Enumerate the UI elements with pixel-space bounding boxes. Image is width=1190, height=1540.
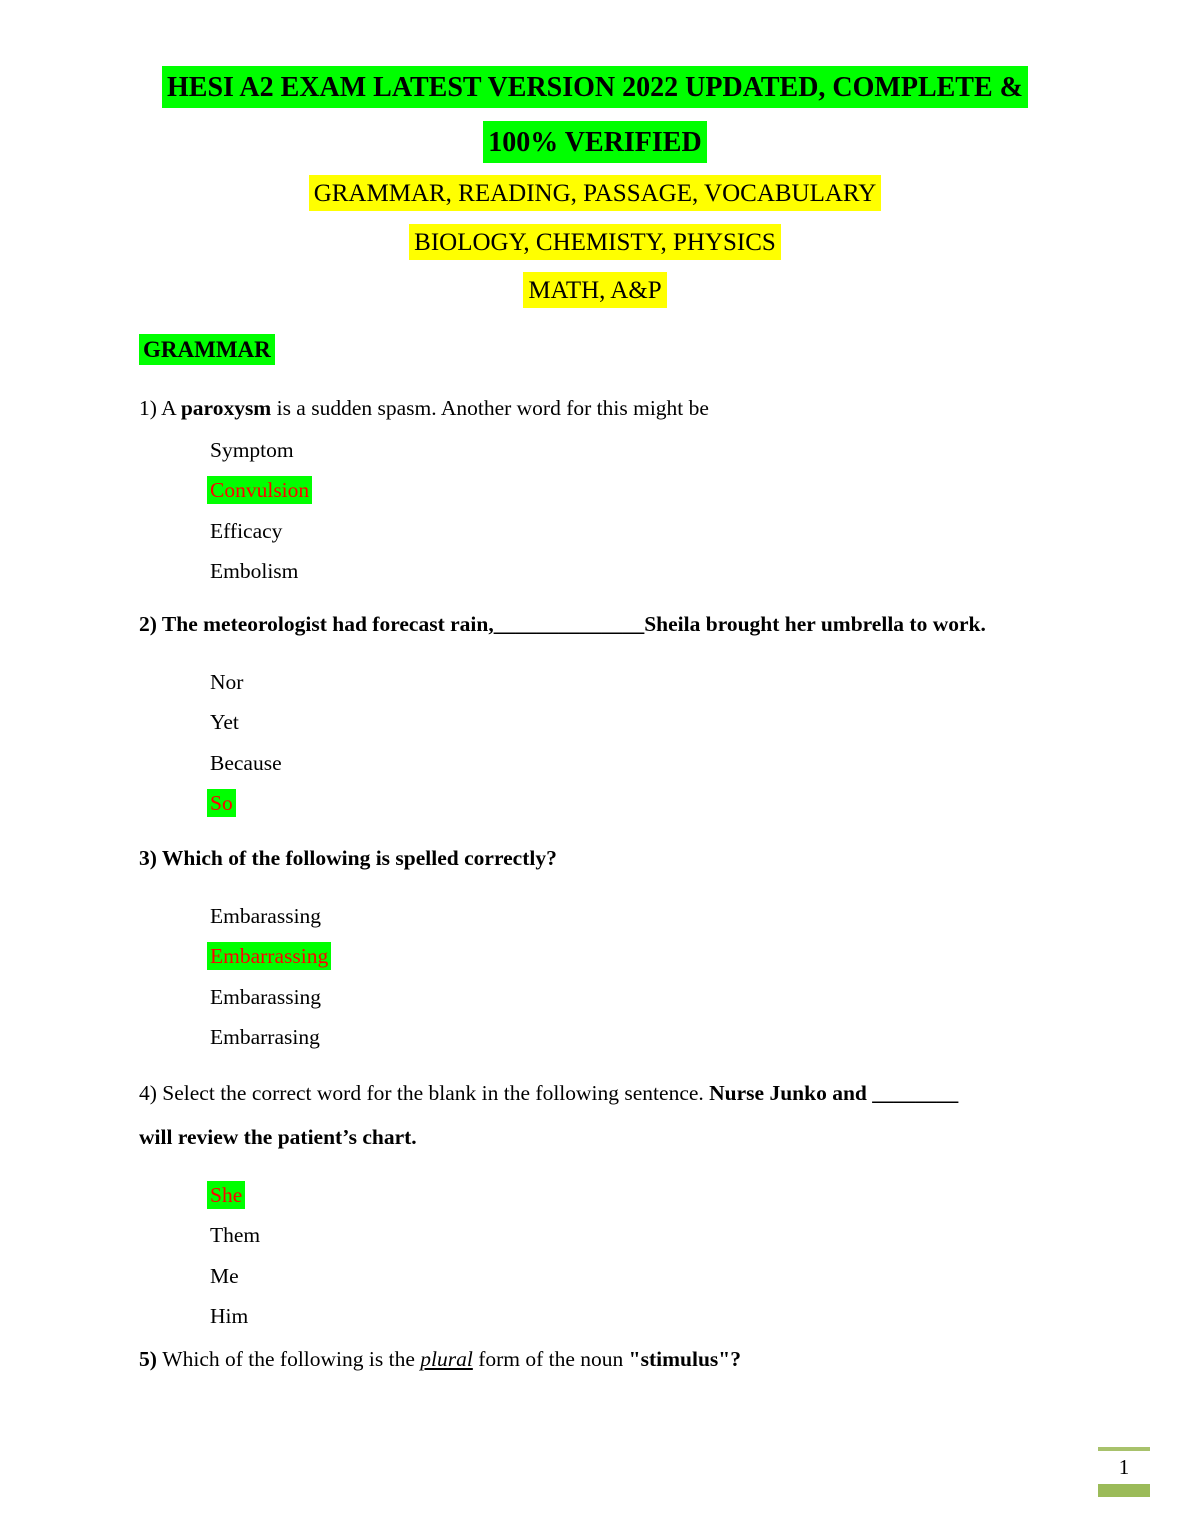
- section-heading-grammar: [139, 328, 1051, 372]
- subtitle-highlight: GRAMMAR, READING, PASSAGE, VOCABULARY: [309, 175, 882, 211]
- doc-subtitle-line-3: [139, 267, 1051, 316]
- answer-option: Him: [210, 1304, 249, 1328]
- doc-title-line-1: [139, 60, 1051, 115]
- answer-option: Nor: [210, 669, 244, 694]
- subtitle-highlight: BIOLOGY, CHEMISTY, PHYSICS: [409, 224, 781, 260]
- answer-option: Because: [210, 750, 282, 775]
- answer-option: Embarassing: [210, 903, 322, 928]
- doc-subtitle-line-2: [139, 219, 1051, 268]
- answer-option-correct: Convulsion: [210, 470, 1051, 511]
- title-highlight: 100% VERIFIED: [483, 121, 706, 163]
- answer-option-correct: So: [210, 783, 1051, 824]
- question-5-text: 5) Which of the following is the plural form of the noun "stimulus"?: [139, 1346, 741, 1371]
- document-header: [139, 60, 1051, 316]
- answer-option: Efficacy: [210, 518, 283, 543]
- page-number-value: 1: [1118, 1455, 1130, 1479]
- question-1-options: [139, 430, 1051, 592]
- answer-option: Embarrasing: [210, 1025, 320, 1049]
- question-4-options: [139, 1175, 1051, 1337]
- answer-option: Me: [210, 1263, 239, 1288]
- doc-subtitle-line-1: [139, 170, 1051, 219]
- questions-list: [139, 386, 1051, 1381]
- answer-option: Embarassing: [210, 984, 322, 1009]
- subtitle-highlight: MATH, A&P: [523, 272, 666, 308]
- answer-option: Them: [210, 1223, 261, 1247]
- answer-option: Embolism: [210, 559, 299, 583]
- title-highlight: HESI A2 EXAM LATEST VERSION 2022 UPDATED, COMPLETE &: [162, 66, 1028, 108]
- answer-option-correct: She: [210, 1175, 1051, 1216]
- answer-option: Yet: [210, 710, 239, 734]
- section-heading-highlight: GRAMMAR: [139, 334, 275, 365]
- page-number-bottom-bar: [1098, 1484, 1150, 1497]
- question-2-text: 2) The meteorologist had forecast rain,______________Sheila brought her umbrella to work.: [139, 611, 986, 636]
- answer-option: Symptom: [210, 437, 294, 462]
- answer-option-correct: Embarrassing: [210, 936, 1051, 977]
- question-1-text: 1) A paroxysm is a sudden spasm. Another word for this might be: [139, 395, 709, 420]
- question-3-options: [139, 896, 1051, 1058]
- page-number-widget: [1098, 1447, 1150, 1497]
- question-2-options: [139, 662, 1051, 824]
- question-3-text: 3) Which of the following is spelled correctly?: [139, 845, 557, 870]
- doc-title-line-2: [139, 115, 1051, 170]
- question-4-text: 4) Select the correct word for the blank in the following sentence. Nurse Junko and ________ will review the patient’s chart.: [139, 1080, 959, 1149]
